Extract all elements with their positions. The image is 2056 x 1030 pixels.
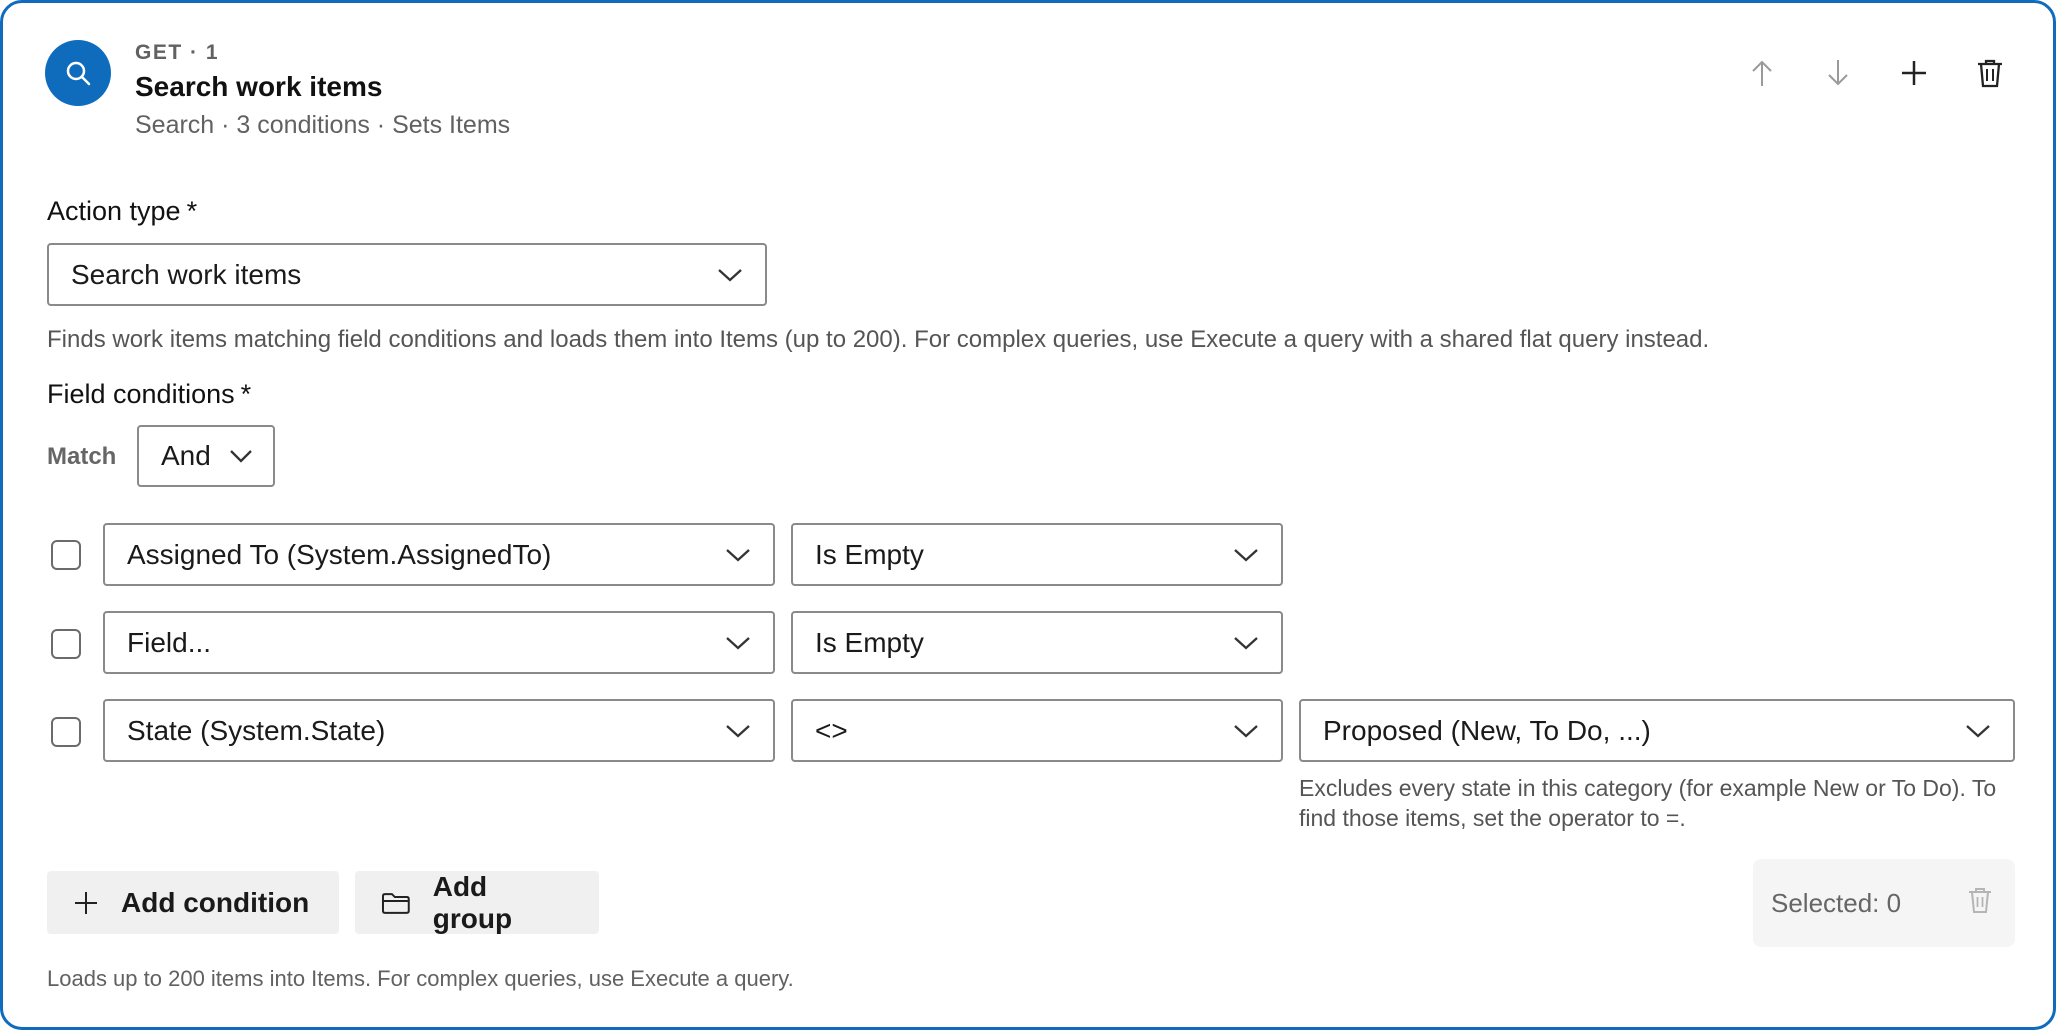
required-mark: * bbox=[240, 379, 252, 409]
chevron-down-icon bbox=[1233, 635, 1259, 651]
delete-step-button[interactable] bbox=[1972, 55, 2008, 91]
condition-field-value: Field... bbox=[127, 626, 212, 658]
add-icon bbox=[1900, 59, 1928, 87]
condition-checkbox[interactable] bbox=[51, 629, 81, 659]
condition-field-value: State (System.State) bbox=[127, 714, 386, 746]
condition-operator-value: Is Empty bbox=[815, 538, 924, 570]
match-select[interactable] bbox=[137, 425, 275, 487]
add-condition-button[interactable] bbox=[47, 871, 339, 934]
condition-operator-select[interactable] bbox=[791, 611, 1283, 674]
step-eyebrow: GET · 1 bbox=[135, 41, 220, 64]
trash-icon bbox=[1976, 58, 2004, 88]
condition-operator-select[interactable] bbox=[791, 699, 1283, 762]
chevron-down-icon bbox=[725, 635, 751, 651]
condition-field-value: Assigned To (System.AssignedTo) bbox=[127, 538, 552, 570]
condition-field-select[interactable] bbox=[103, 523, 775, 586]
add-group-label: Add group bbox=[432, 870, 513, 934]
action-type-select[interactable] bbox=[47, 243, 767, 306]
footer-note: Loads up to 200 items into Items. For complex queries, use Execute a query. bbox=[47, 966, 794, 991]
step-title: Search work items bbox=[135, 71, 383, 102]
condition-value-note: Excludes every state in this category (for example New or To Do). To find those items, set the operator to =. bbox=[1299, 775, 1997, 831]
trash-icon bbox=[1967, 886, 1993, 914]
chevron-down-icon bbox=[725, 723, 751, 739]
chevron-down-icon bbox=[1233, 547, 1259, 563]
action-avatar bbox=[45, 40, 111, 106]
search-icon bbox=[64, 59, 92, 87]
action-type-label-text: Action type bbox=[47, 196, 181, 226]
required-mark: * bbox=[186, 196, 198, 226]
condition-checkbox[interactable] bbox=[51, 540, 81, 570]
arrow-down-icon bbox=[1826, 58, 1850, 88]
field-conditions-label-text: Field conditions bbox=[47, 379, 235, 409]
condition-field-select[interactable] bbox=[103, 611, 775, 674]
chevron-down-icon bbox=[1233, 723, 1259, 739]
move-down-button[interactable] bbox=[1820, 55, 1856, 91]
chevron-down-icon bbox=[725, 547, 751, 563]
chevron-down-icon bbox=[717, 267, 743, 283]
add-step-button[interactable] bbox=[1896, 55, 1932, 91]
action-type-help: Finds work items matching field conditions and loads them into Items (up to 200). For complex queries, use Execute a query with a shared flat query instead. bbox=[47, 326, 1710, 353]
field-conditions-label bbox=[47, 379, 251, 410]
condition-checkbox[interactable] bbox=[51, 717, 81, 747]
condition-value-select[interactable] bbox=[1299, 699, 2015, 762]
action-type-value: Search work items bbox=[71, 258, 302, 290]
folder-icon bbox=[381, 891, 411, 915]
delete-selected-button[interactable] bbox=[1967, 886, 1993, 921]
condition-operator-value: <> bbox=[815, 714, 848, 746]
match-label: Match bbox=[47, 443, 117, 470]
move-up-button[interactable] bbox=[1744, 55, 1780, 91]
add-icon bbox=[73, 890, 99, 916]
add-condition-label: Add condition bbox=[121, 886, 310, 918]
condition-operator-value: Is Empty bbox=[815, 626, 924, 658]
chevron-down-icon bbox=[229, 449, 253, 463]
action-type-label bbox=[47, 196, 197, 227]
selected-count: Selected: 0 bbox=[1771, 887, 1902, 918]
add-group-button[interactable] bbox=[355, 871, 599, 934]
step-toolbar bbox=[1744, 55, 2008, 91]
arrow-up-icon bbox=[1750, 58, 1774, 88]
condition-field-select[interactable] bbox=[103, 699, 775, 762]
step-subtitle: Search · 3 conditions · Sets Items bbox=[135, 111, 511, 139]
condition-operator-select[interactable] bbox=[791, 523, 1283, 586]
chevron-down-icon bbox=[1965, 723, 1991, 739]
match-value: And bbox=[161, 440, 211, 471]
condition-value: Proposed (New, To Do, ...) bbox=[1323, 714, 1651, 746]
selection-summary bbox=[1753, 859, 2015, 947]
